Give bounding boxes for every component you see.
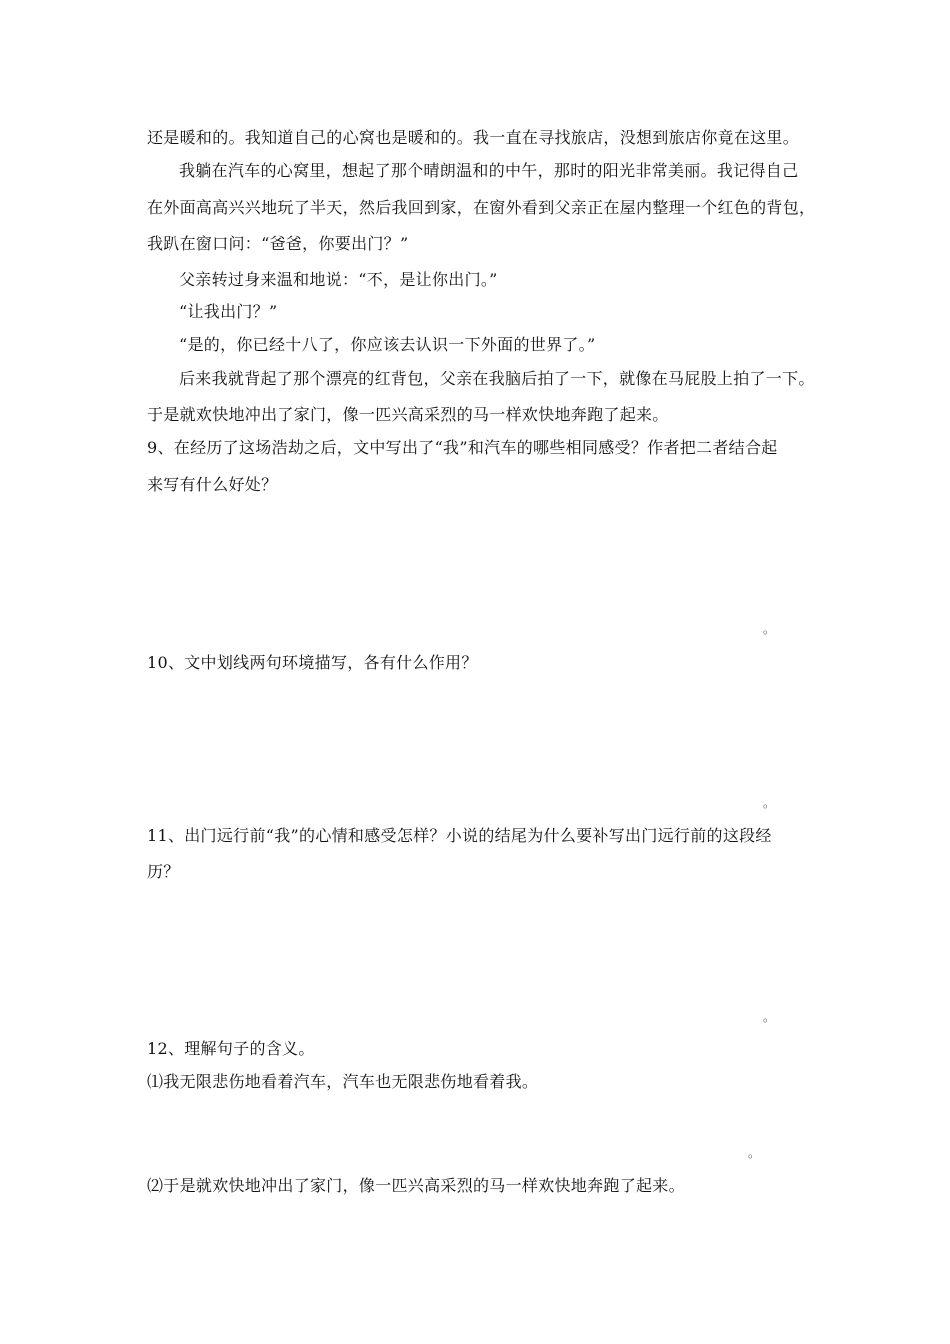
question-9-text-cont: 来写有什么好处？ [147, 475, 278, 494]
answer-end-mark: 。 [763, 622, 776, 636]
passage-line: 后来我就背起了那个漂亮的红背包，父亲在我脑后拍了一下，就像在马屁股上拍了一下。 [179, 369, 815, 388]
answer-end-mark: 。 [748, 1146, 761, 1160]
passage-line: 父亲转过身来温和地说：“不，是让你出门。” [179, 270, 498, 289]
passage-line: 我躺在汽车的心窝里，想起了那个晴朗温和的中午，那时的阳光非常美丽。我记得自己 [179, 161, 799, 180]
passage-line: “让我出门？” [179, 302, 278, 321]
passage-line: 还是暖和的。我知道自己的心窝也是暖和的。我一直在寻找旅店，没想到旅店你竟在这里。 [147, 128, 800, 147]
passage-line: “是的，你已经十八了，你应该去认识一下外面的世界了。” [179, 335, 596, 354]
question-12-sub-2: ⑵于是就欢快地冲出了家门，像一匹兴高采烈的马一样欢快地奔跑了起来。 [147, 1176, 685, 1195]
question-12-sub-1: ⑴我无限悲伤地看着汽车，汽车也无限悲伤地看着我。 [147, 1072, 539, 1091]
question-12-text: 12、理解句子的含义。 [147, 1039, 315, 1058]
question-11-text: 11、出门远行前“我”的心情和感受怎样？小说的结尾为什么要补写出门远行前的这段经 [147, 826, 772, 845]
question-9-text: 9、在经历了这场浩劫之后，文中写出了“我”和汽车的哪些相同感受？作者把二者结合起 [147, 438, 778, 457]
passage-line: 我趴在窗口问：“爸爸，你要出门？” [147, 234, 409, 253]
answer-end-mark: 。 [763, 796, 776, 810]
question-10-text: 10、文中划线两句环境描写，各有什么作用？ [147, 653, 478, 672]
passage-line: 在外面高高兴兴地玩了半天，然后我回到家，在窗外看到父亲正在屋内整理一个红色的背包， [147, 198, 816, 217]
question-11-text-cont: 历？ [147, 862, 180, 881]
passage-line: 于是就欢快地冲出了家门，像一匹兴高采烈的马一样欢快地奔跑了起来。 [147, 405, 669, 424]
answer-end-mark: 。 [763, 1010, 776, 1024]
